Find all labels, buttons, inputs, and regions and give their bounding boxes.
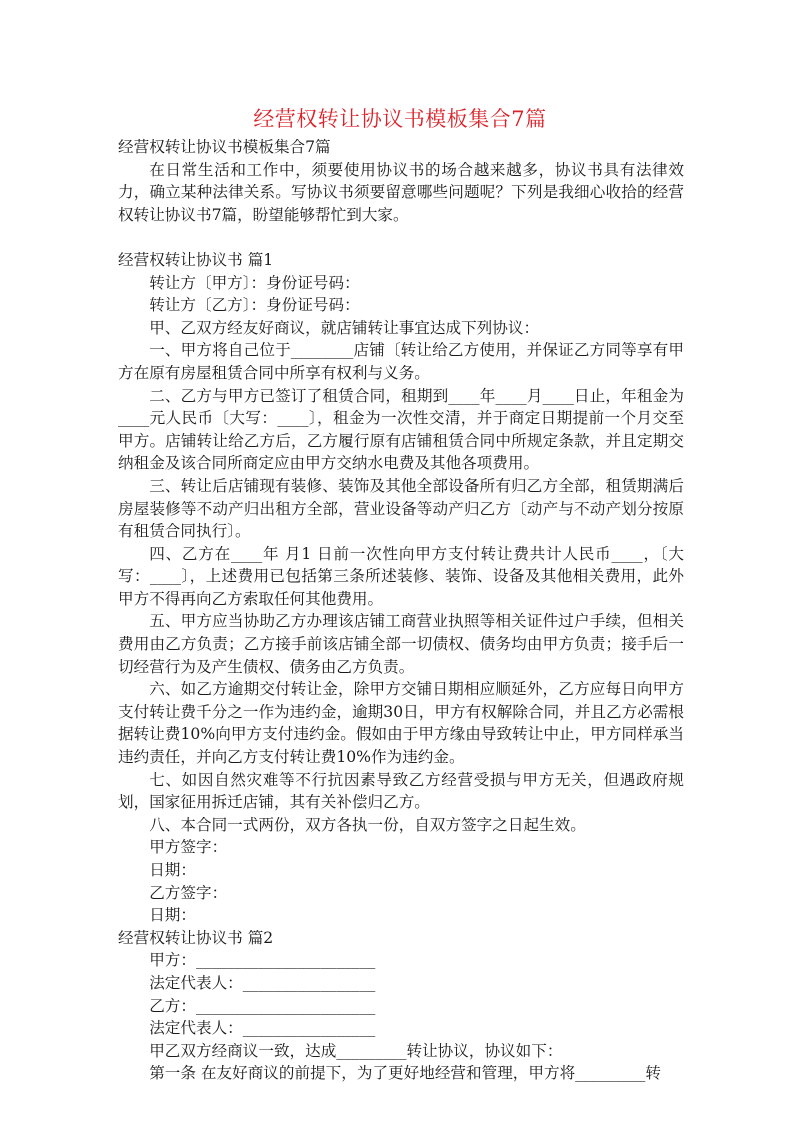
signature-party-a: 甲方签字： (149, 838, 228, 857)
party-b-line: 转让方〔乙方〕：身份证号码： (149, 296, 360, 315)
document-title: 经营权转让协议书模板集合7篇 (253, 107, 547, 131)
clause-5: 五、甲方应当协助乙方办理该店铺工商营业执照等相关证件过户手续，但相关费用由乙方负责；乙方接手前该店铺全部一切债权、债务均由甲方负责；接手后一切经营行为及产生债权、债务由乙方负责。 (118, 612, 684, 676)
section-1-heading: 经营权转让协议书 篇1 (118, 250, 274, 269)
signature-date-a: 日期： (149, 861, 196, 879)
signature-date-b: 日期： (149, 906, 196, 925)
field-legal-rep-b: 法定代表人：_________________ (149, 1019, 376, 1038)
field-party-a: 甲方：_______________________ (149, 951, 376, 970)
clause-2: 二、乙方与甲方已签订了租赁合同，租期到____年____月____日止，年租金为____元人民币〔大写：____〕，租金为一次性交清，并于商定日期提前一个月交至甲方。店铺转让给乙方后，乙方履行原有店铺租赁合同中所规定条款，并且定期交纳租金及该合同所商定应由甲方交纳水电费及其他各项费用。 (118, 386, 684, 473)
intro-paragraph: 在日常生活和工作中，须要使用协议书的场合越来越多，协议书具有法律效力，确立某种法律关系。写协议书须要留意哪些问题呢？下列是我细心收拾的经营权转让协议书7篇，盼望能够帮忙到大家。 (118, 160, 684, 224)
clause-6: 六、如乙方逾期交付转让金，除甲方交铺日期相应顺延外，乙方应每日向甲方支付转让费千分之一作为违约金，逾期30日，甲方有权解除合同，并且乙方必需根据转让费10%向甲方支付违约金。假如由于甲方缘由导致转让中止，甲方同样承当违约责任，并向乙方支付转让费10%作为违约金。 (118, 680, 684, 767)
agreement-preamble: 甲、乙双方经友好商议，就店铺转让事宜达成下列协议： (149, 318, 540, 337)
clause-8: 八、本合同一式两份，双方各执一份，自双方签字之日起生效。 (149, 815, 586, 834)
field-party-b: 乙方：_______________________ (149, 996, 376, 1015)
field-legal-rep-a: 法定代表人：_________________ (149, 973, 376, 992)
signature-party-b: 乙方签字： (149, 883, 228, 902)
section-2-preamble: 甲乙双方经商议一致，达成_________转让协议，协议如下： (149, 1041, 563, 1060)
clause-3: 三、转让后店铺现有装修、装饰及其他全部设备所有归乙方全部，租赁期满后房屋装修等不动产归出租方全部，营业设备等动产归乙方〔动产与不动产划分按原有租赁合同执行〕。 (118, 476, 684, 541)
section-2-heading: 经营权转让协议书 篇2 (118, 928, 274, 947)
article-1: 第一条 在友好商议的前提下，为了更好地经营和管理，甲方将_________转 (149, 1064, 661, 1083)
spacer (118, 226, 684, 249)
document-subtitle: 经营权转让协议书模板集合7篇 (118, 138, 331, 156)
document-body (118, 136, 684, 1085)
clause-7: 七、如因自然灾难等不行抗因素导致乙方经营受损与甲方无关，但遇政府规划，国家征用拆迁店铺，其有关补偿归乙方。 (118, 770, 684, 812)
clause-1: 一、甲方将自己位于________店铺〔转让给乙方使用，并保证乙方同等享有甲方在原有房屋租赁合同中所享有权利与义务。 (118, 341, 684, 382)
party-a-line: 转让方〔甲方〕：身份证号码： (149, 273, 360, 292)
clause-4: 四、乙方在____年 月1 日前一次性向甲方支付转让费共计人民币____，〔大写：____〕，上述费用已包括第三条所述装修、装饰、设备及其他相关费用，此外甲方不得再向乙方索取任何其他费用。 (118, 544, 684, 608)
